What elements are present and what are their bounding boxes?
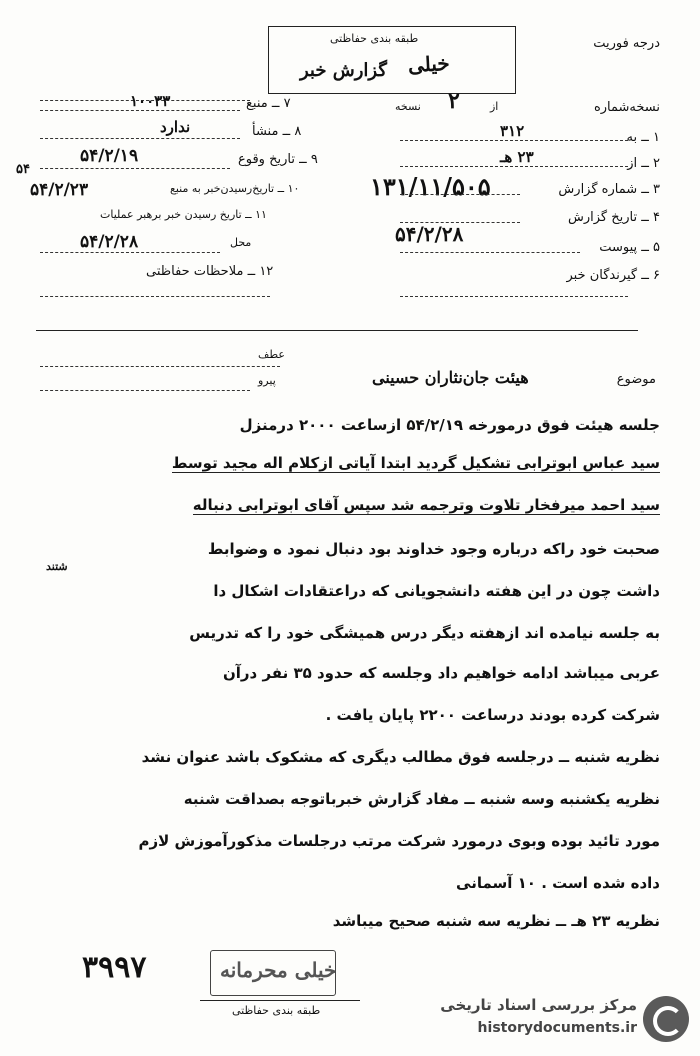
source-value: ۱۰۰۳۳	[130, 92, 171, 110]
receipt-date-label: ۱۰ ــ تاریخ‌رسیدن‌خبر به منبع	[170, 182, 300, 195]
follow-label: پیرو	[258, 374, 276, 387]
dotted-line	[400, 222, 520, 223]
body-line: جلسه هیئت فوق درمورخه ۵۴/۲/۱۹ ازساعت ۲۰۰۰ درمنزل	[239, 416, 660, 434]
dotted-line	[40, 168, 230, 169]
origin-label: ۸ ــ منشأ	[252, 124, 302, 139]
body-line: عربی میباشد ادامه خواهیم داد وجلسه که حدود ۳۵ نفر درآن	[222, 664, 660, 682]
ops-date-value: ۵۴/۲/۲۸	[80, 232, 139, 252]
to-value: ۳۱۲	[500, 122, 525, 140]
dotted-line	[400, 140, 628, 141]
archive-number-handwritten: ۳۹۹۷	[82, 950, 147, 985]
body-line: داشت چون در این هفته دانشجویانی که دراعتقادات اشکال دا	[213, 582, 660, 600]
receipt-date-value: ۵۴/۲/۲۳	[30, 180, 89, 200]
from-label: ۲ ــ از	[627, 156, 660, 171]
body-line: داده شده است . ۱۰ آسمانی	[456, 874, 660, 892]
margin-54: ۵۴	[16, 162, 30, 177]
dotted-line	[40, 366, 280, 367]
recipients-label: ۶ ــ گیرندگان خبر	[566, 268, 660, 283]
classification-bottom: طبقه بندی حفاظتی	[232, 1004, 321, 1017]
place-label: محل	[230, 236, 252, 249]
subject-value: هیئت جان‌نثاران حسینی	[372, 368, 529, 387]
report-number-label: ۳ ــ شماره گزارش	[558, 182, 660, 197]
copy-from: از	[490, 100, 499, 113]
classification-top: طبقه بندی حفاظتی	[330, 32, 419, 45]
report-number-handwritten: ۱۳۱/۱۱/۵۰۵	[370, 172, 491, 201]
dotted-line	[40, 138, 240, 139]
event-date-value: ۵۴/۲/۱۹	[80, 146, 139, 166]
dotted-line	[400, 166, 628, 167]
ops-date-label: ۱۱ ــ تاریخ رسیدن خبر برهبر عملیات	[100, 208, 267, 221]
copy-number-handwritten: ۲	[448, 88, 460, 114]
watermark	[425, 992, 695, 1052]
copy-copies: نسخه	[395, 100, 421, 113]
dotted-line	[40, 390, 250, 391]
body-line: شرکت کرده بودند درساعت ۲۲۰۰ پایان یافت .	[325, 706, 660, 724]
dotted-line	[400, 252, 580, 253]
report-date-handwritten: ۵۴/۲/۲۸	[395, 222, 464, 246]
copy-number-label: نسخه‌شماره	[593, 100, 660, 115]
to-label: ۱ ــ به	[626, 130, 660, 145]
bottom-stamp: خیلی محرمانه	[220, 958, 337, 982]
dotted-line	[400, 194, 520, 195]
footer-line	[200, 1000, 360, 1001]
subject-label: موضوع	[616, 372, 656, 387]
body-line: سید عباس ابوترابی تشکیل گردید ابتدا آیاتی ازکلام اله مجید توسط	[171, 454, 660, 472]
body-line: نظریه ۲۳ هـ ــ نظریه سه شنبه صحیح میباشد	[332, 912, 660, 930]
priority-label: درجه فوریت	[593, 36, 660, 51]
event-date-label: ۹ ــ تاریخ وقوع	[238, 152, 318, 167]
dotted-line	[40, 110, 240, 111]
body-line: صحبت خود راکه درباره وجود خداوند بود دنبال نمود ه وضوابط	[207, 540, 660, 558]
ref-label: عطف	[258, 348, 285, 361]
archive-logo-icon	[643, 996, 689, 1042]
attachment-label: ۵ ــ پیوست	[599, 240, 660, 255]
margin-note: شتند	[46, 560, 68, 573]
from-value: ۲۳ هـ	[500, 148, 534, 166]
report-title: گزارش خبر	[300, 60, 387, 81]
dotted-line	[40, 252, 220, 253]
watermark-url: historydocuments.ir	[477, 1020, 637, 1036]
watermark-title: مرکز بررسی اسناد تاریخی	[440, 996, 637, 1014]
source-label: ۷ ــ منبع	[246, 96, 291, 111]
body-line: مورد تائید بوده وبوی درمورد شرکت مرتب درجلسات مذکورآموزش لازم	[138, 832, 660, 850]
body-line: نظریه شنبه ــ درجلسه فوق مطالب دیگری که مشکوک باشد عنوان نشد	[141, 748, 660, 766]
divider-line	[36, 330, 638, 331]
classification-stamp-handwritten: خیلی	[407, 50, 451, 78]
origin-value: ندارد	[160, 118, 191, 136]
dotted-line	[400, 296, 628, 297]
body-line: به جلسه نیامده اند ازهفته دیگر درس همیشگی خود را که تدریس	[189, 624, 660, 642]
report-date-label: ۴ ــ تاریخ گزارش	[568, 210, 660, 225]
security-notes-label: ۱۲ ــ ملاحظات حفاظتی	[146, 264, 274, 279]
body-line: سید احمد میرفخار تلاوت وترجمه شد سپس آقای ابوترابی دنباله	[192, 496, 660, 514]
body-line: نظریه یکشنبه وسه شنبه ــ مفاد گزارش خبرباتوجه بصداقت شنبه	[183, 790, 660, 808]
dotted-line	[40, 296, 270, 297]
